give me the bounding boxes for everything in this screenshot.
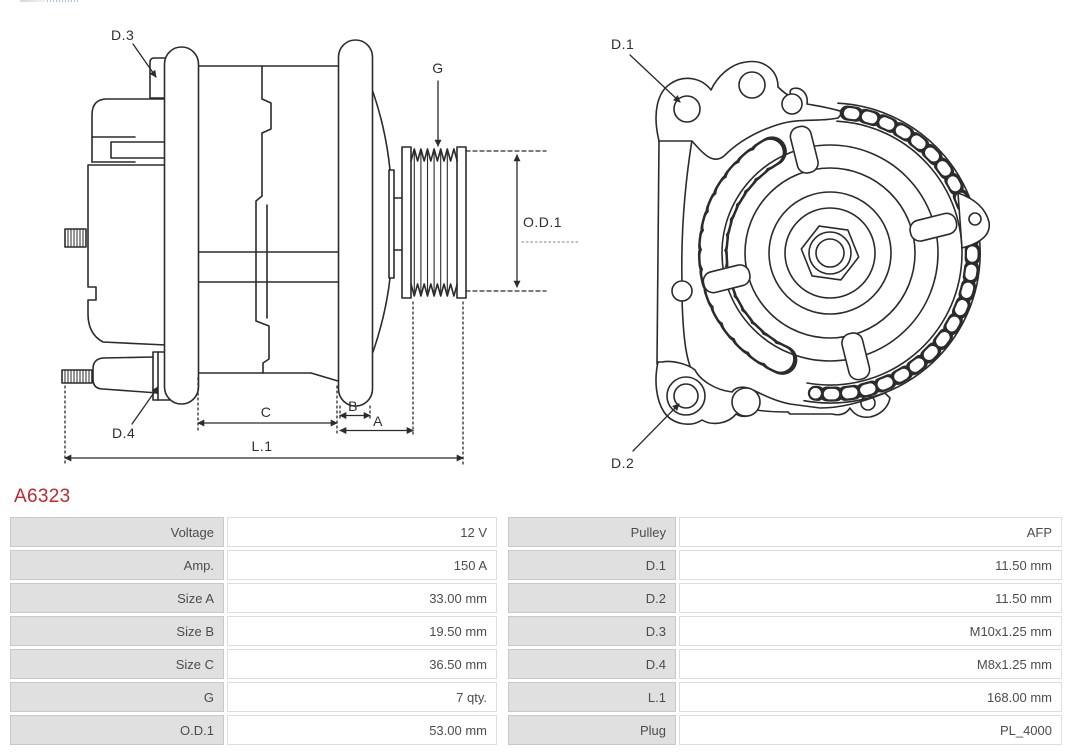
spec-cell-label-right: Pulley [508, 517, 676, 547]
spec-cell-value-left: 33.00 mm [227, 583, 497, 613]
label-d3: D.3 [111, 27, 135, 43]
column-gap [500, 517, 505, 547]
right-ear [958, 193, 989, 248]
side-view [62, 27, 580, 466]
spec-cell-label-left: G [10, 682, 224, 712]
spec-cell-label-right: D.1 [508, 550, 676, 580]
spec-cell-value-left: 12 V [227, 517, 497, 547]
table-row [10, 715, 1063, 745]
label-d2: D.2 [611, 455, 635, 471]
column-gap [500, 715, 505, 745]
spec-cell-label-right: D.3 [508, 616, 676, 646]
spec-cell-value-left: 19.50 mm [227, 616, 497, 646]
d3-leader-arrow [133, 44, 156, 77]
label-g: G [432, 60, 444, 76]
spec-cell-value-left: 36.50 mm [227, 649, 497, 679]
column-gap [500, 550, 505, 580]
table-row [10, 682, 1063, 712]
front-bolt-boss [339, 40, 373, 406]
spec-cell-label-right: D.2 [508, 583, 676, 613]
d2-leader-arrow [633, 404, 679, 451]
spec-cell-value-right: 11.50 mm [679, 550, 1062, 580]
d1-leader-arrow [630, 55, 680, 102]
spec-cell-label-right: Plug [508, 715, 676, 745]
spec-cell-label-left: Size B [10, 616, 224, 646]
spec-cell-label-left: Amp. [10, 550, 224, 580]
rear-bolt-boss [165, 47, 199, 404]
label-d1: D.1 [611, 36, 635, 52]
part-number: A6323 [14, 486, 71, 507]
label-dim-l1: L.1 [251, 438, 273, 454]
spec-cell-label-left: Size C [10, 649, 224, 679]
table-row [10, 649, 1063, 679]
spec-cell-label-left: Size A [10, 583, 224, 613]
spec-cell-label-right: L.1 [508, 682, 676, 712]
pulley [402, 147, 466, 298]
spec-cell-label-left: Voltage [10, 517, 224, 547]
table-row [10, 583, 1063, 613]
table-row [10, 616, 1063, 646]
label-dim-b: B [348, 398, 358, 414]
label-d4: D.4 [112, 425, 136, 441]
rear-stud-upper [65, 229, 86, 247]
spec-table [10, 517, 1063, 748]
label-dim-a: A [373, 413, 383, 429]
table-row [10, 517, 1063, 547]
column-gap [500, 682, 505, 712]
spec-cell-value-left: 7 qty. [227, 682, 497, 712]
spec-cell-label-left: O.D.1 [10, 715, 224, 745]
spec-cell-value-right: M10x1.25 mm [679, 616, 1062, 646]
table-row [10, 550, 1063, 580]
spec-cell-value-right: 11.50 mm [679, 583, 1062, 613]
column-gap [500, 583, 505, 613]
spec-cell-value-left: 53.00 mm [227, 715, 497, 745]
spec-cell-value-right: AFP [679, 517, 1062, 547]
label-dim-c: C [260, 404, 272, 420]
column-gap [500, 616, 505, 646]
label-od1: O.D.1 [523, 214, 563, 230]
lower-lug [62, 352, 172, 400]
spec-cell-value-right: M8x1.25 mm [679, 649, 1062, 679]
spec-cell-value-right: PL_4000 [679, 715, 1062, 745]
spec-cell-value-left: 150 A [227, 550, 497, 580]
spec-cell-value-right: 168.00 mm [679, 682, 1062, 712]
front-view [611, 36, 989, 471]
column-gap [500, 649, 505, 679]
spec-cell-label-right: D.4 [508, 649, 676, 679]
